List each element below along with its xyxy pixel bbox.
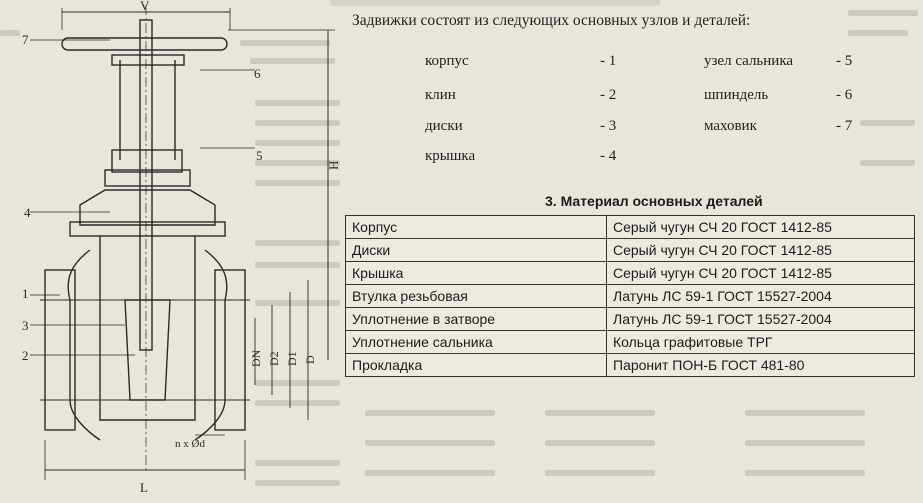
table-row [346,262,915,285]
part-name: шпиндель [704,87,769,103]
valve-drawing [0,0,345,503]
part-number: - 2 [600,87,617,103]
part-cell: Прокладка [346,354,607,377]
table-row [346,308,915,331]
label-d2: D2 [267,351,281,366]
part-number: - 4 [600,148,617,164]
label-d: D [303,355,317,364]
label-d1: D1 [285,351,299,366]
section-title: 3. Материал основных деталей [545,193,763,209]
table-row [346,354,915,377]
part-item [704,87,853,104]
part-name: диски [425,118,463,134]
label-3: 3 [22,318,29,333]
label-h: H [326,160,341,170]
material-cell: Серый чугун СЧ 20 ГОСТ 1412-85 [607,262,915,285]
label-v: V [140,0,150,13]
part-item [425,118,617,135]
part-number: - 1 [600,53,617,69]
part-item [425,53,617,70]
material-cell: Латунь ЛС 59-1 ГОСТ 15527-2004 [607,285,915,308]
background-bleed-table [345,400,923,503]
part-item [704,118,853,135]
part-cell: Уплотнение сальника [346,331,607,354]
label-5: 5 [256,148,263,163]
part-cell: Втулка резьбовая [346,285,607,308]
material-cell: Паронит ПОН-Б ГОСТ 481-80 [607,354,915,377]
table-row [346,216,915,239]
part-item [704,53,853,70]
part-number: - 7 [836,118,853,134]
material-cell: Серый чугун СЧ 20 ГОСТ 1412-85 [607,216,915,239]
label-l: L [140,480,148,495]
part-name: маховик [704,118,757,134]
material-cell: Серый чугун СЧ 20 ГОСТ 1412-85 [607,239,915,262]
part-number: - 5 [836,53,853,69]
label-6: 6 [254,66,261,81]
label-7: 7 [22,32,29,47]
part-name: корпус [425,53,469,69]
part-cell: Диски [346,239,607,262]
label-dn: DN [249,349,263,367]
table-row [346,285,915,308]
part-cell: Крышка [346,262,607,285]
material-cell: Латунь ЛС 59-1 ГОСТ 15527-2004 [607,308,915,331]
part-name: узел сальника [704,53,794,69]
part-cell: Корпус [346,216,607,239]
material-cell: Кольца графитовые ТРГ [607,331,915,354]
table-row [346,331,915,354]
materials-table [345,215,915,377]
part-item [425,148,617,165]
label-4: 4 [24,205,31,220]
part-cell: Уплотнение в затворе [346,308,607,331]
part-item [425,87,617,104]
label-bolt: n x Ød [175,438,205,450]
part-number: - 3 [600,118,617,134]
table-row [346,239,915,262]
intro-text: Задвижки состоят из следующих основных узлов и деталей: [352,12,751,29]
part-name: крышка [425,148,476,164]
label-1: 1 [22,286,29,301]
part-name: клин [425,87,456,103]
label-2: 2 [22,348,29,363]
part-number: - 6 [836,87,853,103]
